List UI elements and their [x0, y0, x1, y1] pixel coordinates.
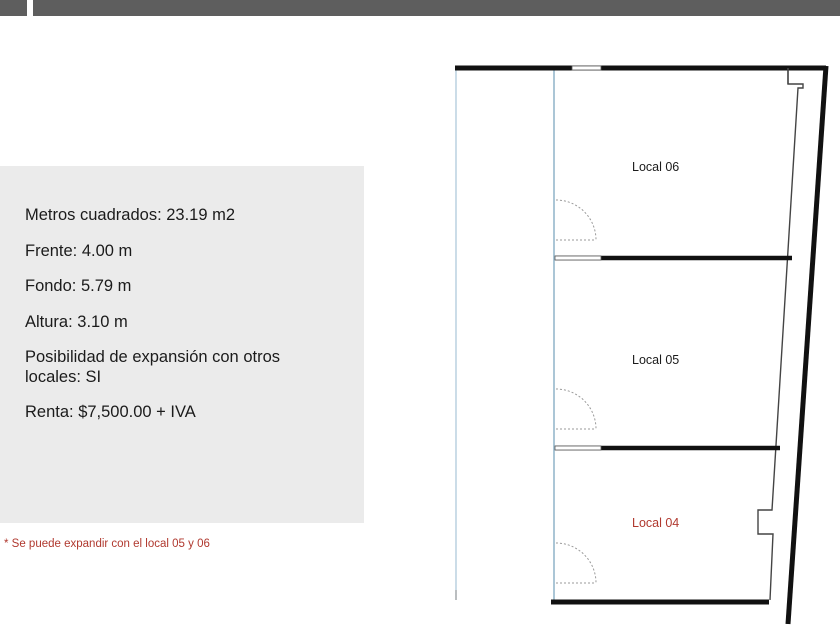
depth-spec: Fondo: 5.79 m — [25, 277, 132, 295]
top-window — [572, 66, 601, 70]
partition-05-04-door — [555, 446, 601, 450]
room-label-05: Local 05 — [632, 353, 680, 367]
room-label-04: Local 04 — [632, 516, 680, 530]
expansion-footnote: * Se puede expandir con el local 05 y 06 — [4, 538, 210, 550]
expansion-spec-line1: Posibilidad de expansión con otros — [25, 348, 281, 366]
expansion-spec-line2: locales: SI — [25, 368, 102, 386]
room-label-06: Local 06 — [632, 160, 680, 174]
partition-06-05-door — [555, 256, 601, 260]
door-swing-06 — [556, 200, 596, 240]
door-swing-05 — [556, 389, 596, 429]
front-spec: Frente: 4.00 m — [25, 242, 133, 260]
rent-spec: Renta: $7,500.00 + IVA — [25, 403, 196, 421]
door-swing-04 — [556, 543, 596, 583]
area-spec: Metros cuadrados: 23.19 m2 — [25, 206, 236, 224]
height-spec: Altura: 3.10 m — [25, 313, 128, 331]
